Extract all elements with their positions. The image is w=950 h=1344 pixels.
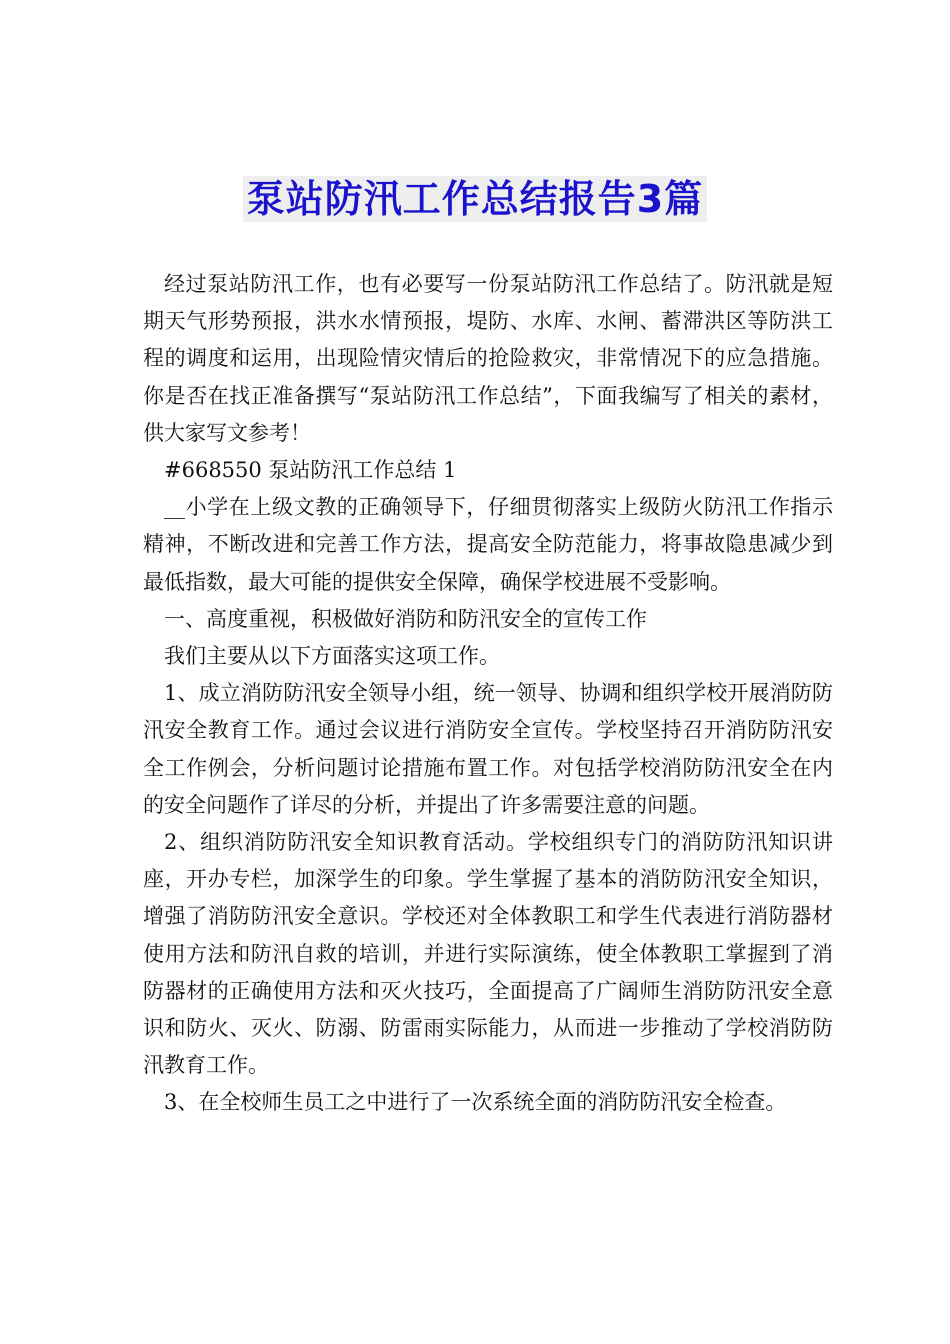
paragraph-school-overview: __小学在上级文教的正确领导下，仔细贯彻落实上级防火防汛工作指示精神，不断改进和完善工作方法，提高安全防范能力，将事故隐患减少到最低指数，最大可能的提供安全保障，确保学校进展不受影响。 [143,495,833,594]
title-container [0,176,950,222]
section-subtitle: #668550 泵站防汛工作总结 1 [164,458,457,483]
intro-paragraph: 经过泵站防汛工作，也有必要写一份泵站防汛工作总结了。防汛就是短期天气形势预报，洪水水情预报，堤防、水库、水闸、蓄滞洪区等防洪工程的调度和运用，出现险情灾情后的抢险救灾，非常情况下的应急措施。你是否在找正准备撰写“泵站防汛工作总结”，下面我编写了相关的素材，供大家写文参考！ [143,272,833,445]
section-heading-publicity: 一、高度重视，积极做好消防和防汛安全的宣传工作 [164,606,647,631]
document-body [143,266,833,1122]
paragraph-item-2: 2、组织消防防汛安全知识教育活动。学校组织专门的消防防汛知识讲座，开办专栏，加深学生的印象。学生掌握了基本的消防防汛安全知识，增强了消防防汛安全意识。学校还对全体教职工和学生代表进行消防器材使用方法和防汛自救的培训，并进行实际演练，使全体教职工掌握到了消防器材的正确使用方法和灭火技巧，全面提高了广阔师生消防防汛安全意识和防火、灭火、防溺、防雷雨实际能力，从而进一步推动了学校消防防汛教育工作。 [143,830,833,1078]
paragraph-item-3: 3、在全校师生员工之中进行了一次系统全面的消防防汛安全检查。 [164,1090,787,1115]
paragraph-item-1: 1、成立消防防汛安全领导小组，统一领导、协调和组织学校开展消防防汛安全教育工作。通过会议进行消防安全宣传。学校坚持召开消防防汛安全工作例会，分析问题讨论措施布置工作。对包括学校消防防汛安全在内的安全问题作了详尽的分析，并提出了许多需要注意的问题。 [143,681,833,817]
document-title: 泵站防汛工作总结报告3篇 [243,176,707,222]
paragraph-implementation: 我们主要从以下方面落实这项工作。 [164,644,500,669]
